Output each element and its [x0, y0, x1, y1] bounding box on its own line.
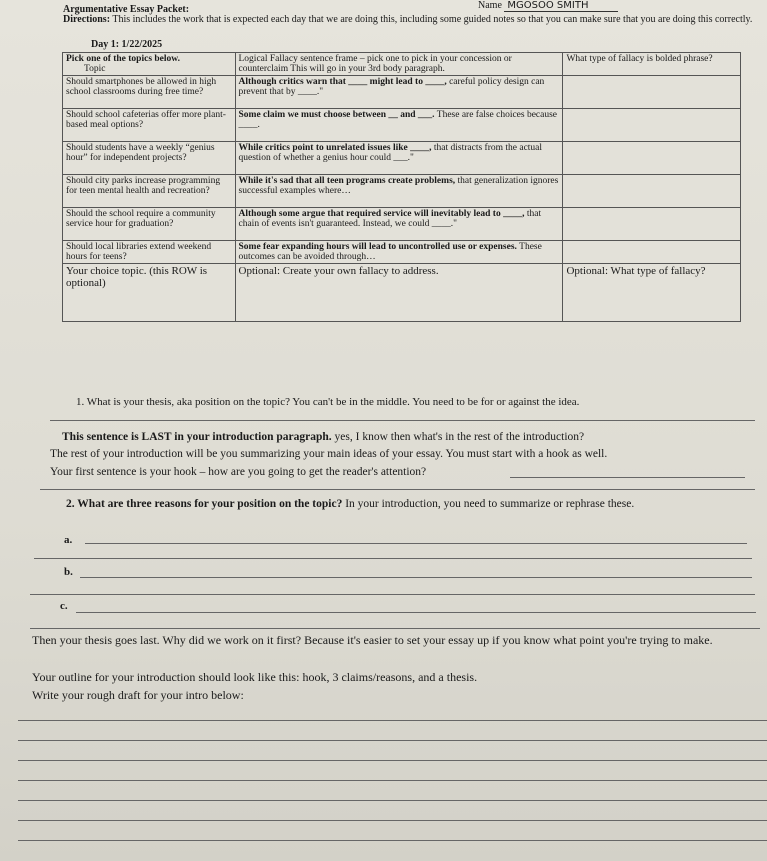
- packet-title: Argumentative Essay Packet:: [63, 4, 190, 15]
- fallacy-header: What type of fallacy is bolded phrase?: [563, 53, 741, 76]
- last-sentence-line: [62, 430, 762, 444]
- reason-c-label: c.: [60, 600, 68, 612]
- name-label: Name: [478, 0, 502, 11]
- fallacy-cell[interactable]: [563, 175, 741, 208]
- table-row: [63, 109, 741, 142]
- topic-cell: Should school cafeterias offer more plant-based meal options?: [63, 109, 236, 142]
- table-row: [63, 175, 741, 208]
- name-value: MGOSOO SMITH: [504, 0, 618, 12]
- frame-rest: Optional: Create your own fallacy to address.: [238, 265, 439, 277]
- frame-bold: Although critics warn that ____ might lead to ____,: [238, 77, 447, 87]
- frame-rest: careful policy design can prevent that by ____.": [238, 77, 545, 97]
- question-2-rest: In your introduction, you need to summarize or rephrase these.: [342, 498, 635, 510]
- draft-line[interactable]: [18, 840, 767, 841]
- frame-rest: that distracts from the actual question of whether a genius hour could ___.": [238, 143, 543, 163]
- table-row: [63, 241, 741, 264]
- topic-cell: Should city parks increase programming for teen mental health and recreation?: [63, 175, 236, 208]
- frame-cell: [235, 241, 563, 264]
- fallacy-cell[interactable]: [563, 76, 741, 109]
- frame-bold: While it's sad that all teen programs create problems,: [238, 176, 456, 186]
- frame-cell: [235, 76, 563, 109]
- reason-a-line[interactable]: [85, 543, 747, 544]
- question-2: [66, 497, 756, 511]
- hook-prompt: Your first sentence is your hook – how are you going to get the reader's attention?: [50, 466, 427, 478]
- reason-b-label: b.: [64, 566, 73, 578]
- fallacy-cell[interactable]: [563, 208, 741, 241]
- pick-line: Pick one of the topics below.: [66, 54, 180, 64]
- question-1: 1. What is your thesis, aka position on the topic? You can't be in the middle. You need to be for or against the idea.: [76, 396, 580, 408]
- topic-cell: Your choice topic. (this ROW is optional): [63, 264, 236, 322]
- table-row: [63, 208, 741, 241]
- frame-cell: [235, 175, 563, 208]
- table-header-row: [63, 53, 741, 76]
- reason-c-line[interactable]: [76, 612, 756, 613]
- frame-bold: Some claim we must choose between __ and ___.: [238, 110, 435, 120]
- draft-prompt: Write your rough draft for your intro below:: [32, 688, 244, 702]
- outline-text: Your outline for your introduction should look like this: hook, 3 claims/reasons, and a thesis.: [32, 670, 478, 684]
- frame-cell: [235, 109, 563, 142]
- day-heading: Day 1: 1/22/2025: [91, 39, 163, 50]
- topic-cell: Should local libraries extend weekend hours for teens?: [63, 241, 236, 264]
- last-sentence-rest: yes, I know then what's in the rest of the introduction?: [331, 431, 585, 443]
- table-row: [63, 142, 741, 175]
- reason-b-line[interactable]: [80, 577, 752, 578]
- topic-cell: Should students have a weekly “genius hour” for independent projects?: [63, 142, 236, 175]
- topic-header: [63, 53, 236, 76]
- frame-cell: [235, 142, 563, 175]
- draft-line[interactable]: [18, 780, 767, 781]
- answer-line[interactable]: [50, 420, 755, 421]
- frame-rest: These are false choices because ____.: [238, 110, 558, 130]
- answer-line[interactable]: [30, 594, 755, 595]
- draft-line[interactable]: [18, 760, 767, 761]
- frame-rest: that generalization ignores successful examples where…: [238, 176, 559, 196]
- draft-line[interactable]: [18, 740, 767, 741]
- hook-answer-line[interactable]: [510, 477, 745, 478]
- frame-cell: [235, 208, 563, 241]
- directions-text: This includes the work that is expected each day that we are doing this, including some guided notes so that you can make sure that you are doing this correctly.: [110, 14, 753, 25]
- draft-line[interactable]: [18, 800, 767, 801]
- thesis-last-text: Then your thesis goes last. Why did we work on it first? Because it's easier to set your essay up if you know what point you're trying to make.: [32, 633, 713, 647]
- answer-line[interactable]: [34, 558, 752, 559]
- question-2-bold: 2. What are three reasons for your position on the topic?: [66, 498, 343, 510]
- frame-bold: Some fear expanding hours will lead to uncontrolled use or expenses.: [238, 242, 517, 252]
- topic-cell: Should smartphones be allowed in high school classrooms during free time?: [63, 76, 236, 109]
- frame-rest: These outcomes can be avoided through…: [238, 242, 542, 262]
- topic-header-label: Topic: [84, 64, 106, 74]
- fallacy-cell[interactable]: [563, 241, 741, 264]
- table-row: [63, 76, 741, 109]
- directions-label: Directions:: [63, 14, 111, 25]
- topic-cell: Should the school require a community service hour for graduation?: [63, 208, 236, 241]
- frame-bold: While critics point to unrelated issues like ____,: [238, 143, 432, 153]
- frame-bold: Although some argue that required service will inevitably lead to ____,: [238, 209, 525, 219]
- directions: [63, 14, 753, 25]
- draft-line[interactable]: [18, 820, 767, 821]
- answer-line[interactable]: [30, 628, 760, 629]
- reason-a-label: a.: [64, 534, 73, 546]
- frame-cell: [235, 264, 563, 322]
- last-sentence-bold: This sentence is LAST in your introduction paragraph.: [62, 431, 332, 443]
- topics-table: [62, 52, 741, 322]
- rest-of-intro-line: The rest of your introduction will be you summarizing your main ideas of your essay. You must start with a hook as well.: [50, 448, 608, 460]
- frame-header: Logical Fallacy sentence frame – pick one to pick in your concession or counterclaim This will go in your 3rd body paragraph.: [235, 53, 563, 76]
- fallacy-cell[interactable]: Optional: What type of fallacy?: [563, 264, 741, 322]
- fallacy-cell[interactable]: [563, 109, 741, 142]
- answer-line[interactable]: [40, 489, 755, 490]
- table-row: [63, 264, 741, 322]
- fallacy-cell[interactable]: [563, 142, 741, 175]
- frame-rest: that chain of events isn't guaranteed. Instead, we could ____.": [238, 209, 542, 229]
- draft-line[interactable]: [18, 720, 767, 721]
- name-field[interactable]: [478, 0, 618, 11]
